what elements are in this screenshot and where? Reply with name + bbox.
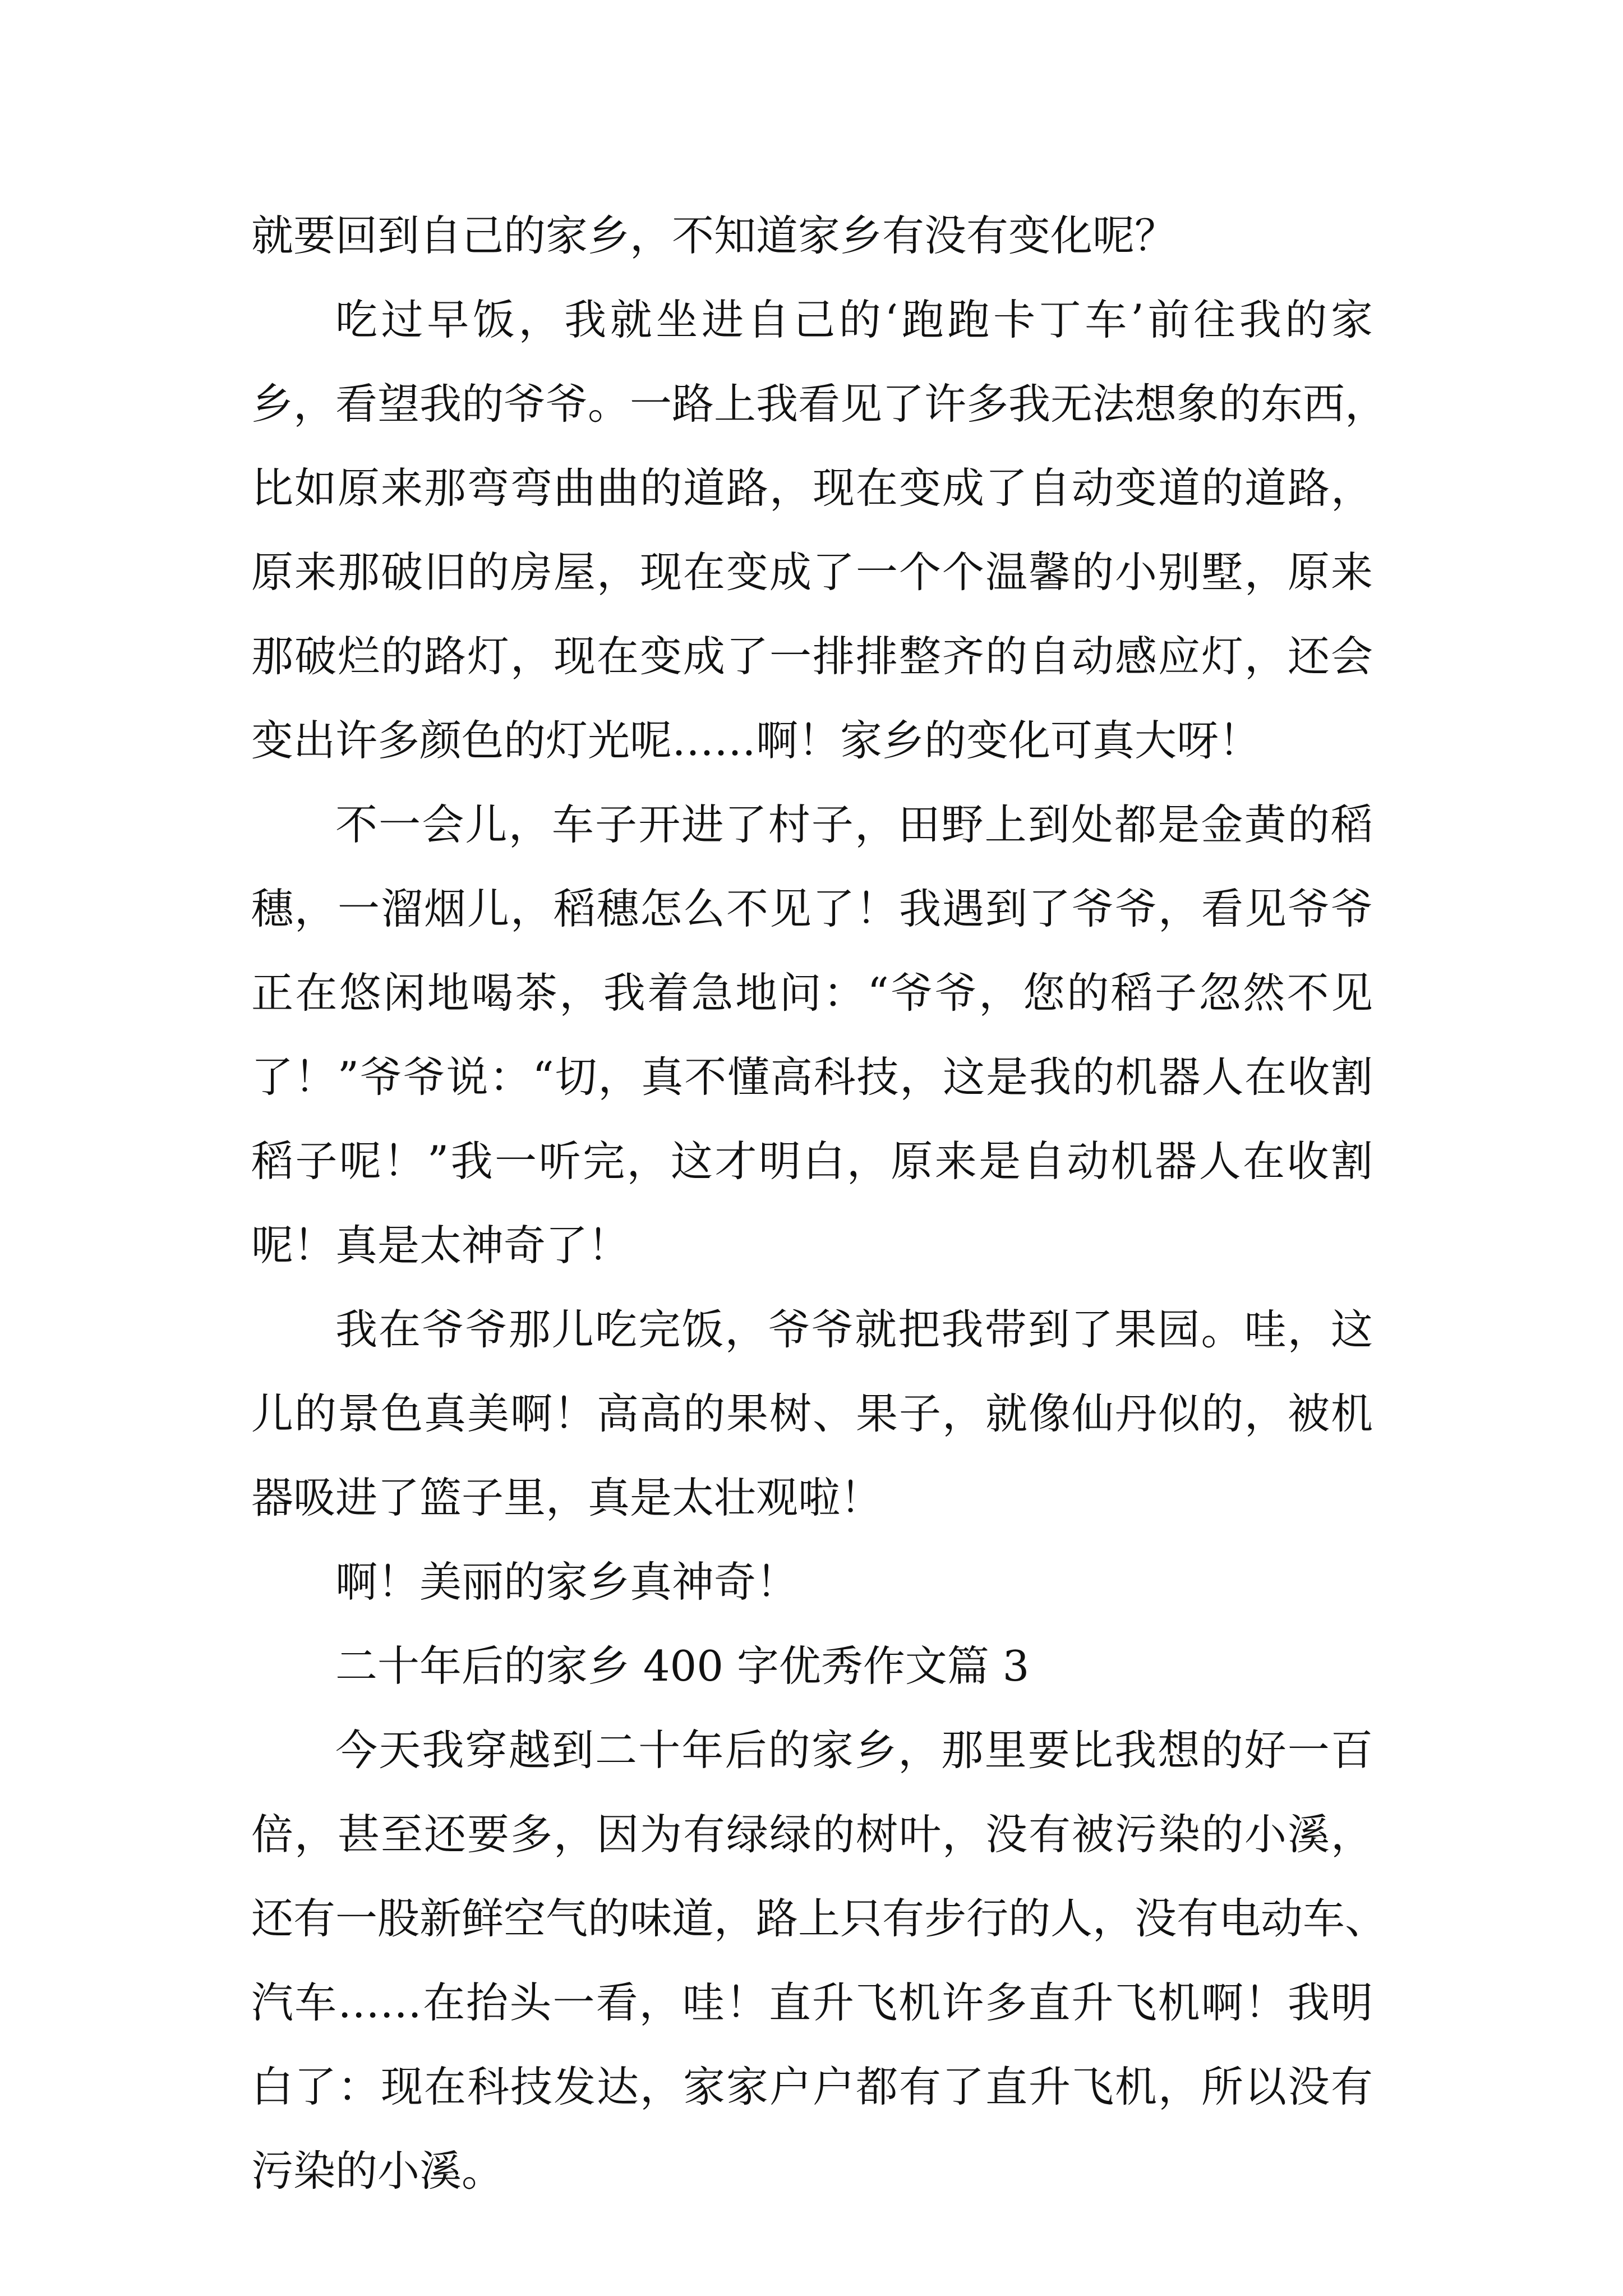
text-line: 那破烂的路灯，现在变成了一排排整齐的自动感应灯，还会	[251, 632, 1373, 681]
text-line: 汽车……在抬头一看，哇！直升飞机许多直升飞机啊！我明	[251, 1978, 1373, 2027]
text-line: 倍，甚至还要多，因为有绿绿的树叶，没有被污染的小溪，	[251, 1810, 1373, 1859]
text-line: 今天我穿越到二十年后的家乡，那里要比我想的好一百	[335, 1726, 1373, 1775]
text-line: 穗，一溜烟儿，稻穗怎么不见了！我遇到了爷爷，看见爷爷	[251, 884, 1373, 933]
text-line: 比如原来那弯弯曲曲的道路，现在变成了自动变道的道路，	[251, 463, 1373, 513]
text-line: 呢！真是太神奇了！	[251, 1221, 630, 1270]
text-line: 白了：现在科技发达，家家户户都有了直升飞机，所以没有	[251, 2062, 1373, 2111]
text-line: 吃过早饭，我就坐进自己的‘跑跑卡丁车’前往我的家	[335, 295, 1373, 344]
text-line: 了！”爷爷说：“切，真不懂高科技，这是我的机器人在收割	[251, 1052, 1373, 1102]
text-line: 啊！美丽的家乡真神奇！	[335, 1557, 799, 1607]
section-heading: 二十年后的家乡 400 字优秀作文篇 3	[335, 1641, 1030, 1691]
text-line: 稻子呢！”我一听完，这才明白，原来是自动机器人在收割	[251, 1137, 1373, 1186]
text-line: 正在悠闲地喝茶，我着急地问：“爷爷，您的稻子忽然不见	[251, 968, 1373, 1018]
text-line: 还有一股新鲜空气的味道，路上只有步行的人，没有电动车、	[251, 1894, 1387, 1943]
text-line: 不一会儿，车子开进了村子，田野上到处都是金黄的稻	[335, 800, 1373, 849]
text-line: 污染的小溪。	[251, 2146, 504, 2196]
text-line: 就要回到自己的家乡，不知道家乡有没有变化呢？	[251, 211, 1177, 260]
text-line: 器吸进了篮子里，真是太壮观啦！	[251, 1473, 883, 1522]
text-line: 儿的景色真美啊！高高的果树、果子，就像仙丹似的，被机	[251, 1389, 1373, 1438]
text-line: 乡，看望我的爷爷。一路上我看见了许多我无法想象的东西，	[251, 379, 1387, 429]
text-line: 原来那破旧的房屋，现在变成了一个个温馨的小别墅，原来	[251, 547, 1373, 597]
text-line: 变出许多颜色的灯光呢……啊！家乡的变化可真大呀！	[251, 716, 1261, 765]
text-line: 我在爷爷那儿吃完饭，爷爷就把我带到了果园。哇，这	[335, 1305, 1373, 1354]
